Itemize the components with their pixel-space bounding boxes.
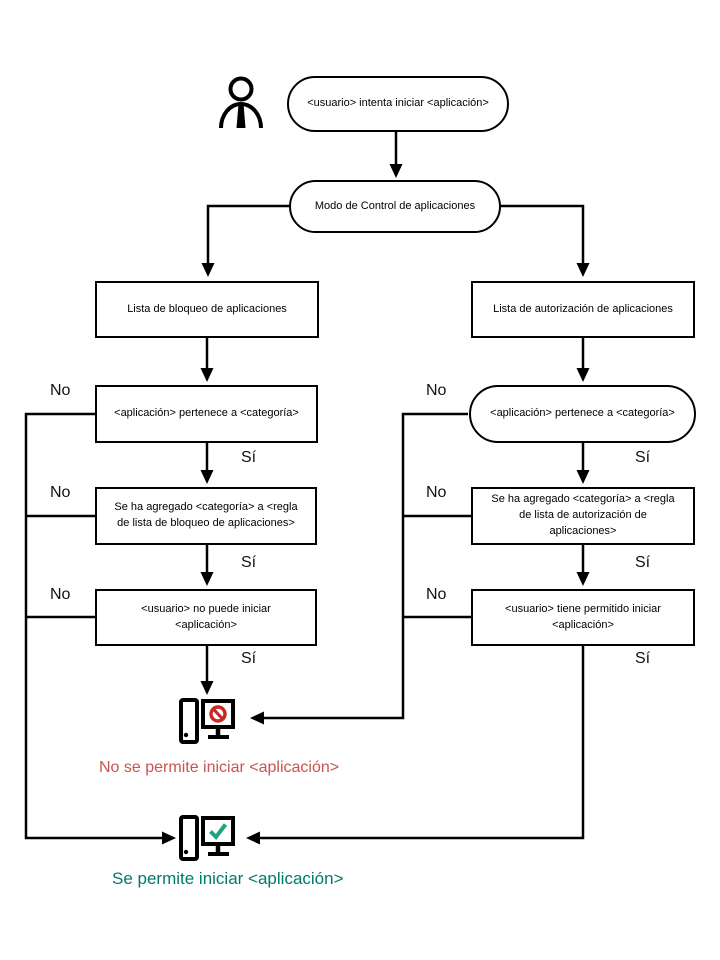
no-label: No: [426, 586, 447, 603]
yes-label: Sí: [241, 650, 257, 667]
mode-node: [289, 180, 501, 233]
computer-blocked-icon: [178, 697, 236, 745]
allowed-outcome-text: Se permite iniciar <aplicación>: [112, 869, 344, 888]
no-label: No: [50, 586, 71, 603]
yes-label: Sí: [635, 554, 651, 571]
allow-rule-node: [471, 487, 695, 545]
yes-label: Sí: [241, 449, 257, 466]
user-icon: [217, 68, 265, 130]
allow-rule-label: Se ha agregado <categoría> a <regla de lista de autorización de aplicaciones>: [491, 493, 675, 537]
no-label: No: [426, 382, 447, 399]
allow-user-label: <usuario> tiene permitido iniciar <aplicación>: [505, 602, 661, 631]
block-rule-label: Se ha agregado <categoría> a <regla de lista de bloqueo de aplicaciones>: [114, 501, 298, 529]
allow-category-node: [469, 385, 696, 443]
no-label: No: [50, 382, 71, 399]
no-label: No: [426, 484, 447, 501]
allow-list-node: [471, 281, 695, 338]
yes-label: Sí: [241, 554, 257, 571]
block-category-node: [95, 385, 318, 443]
block-rule-node: [95, 487, 317, 545]
start-node: [287, 76, 509, 132]
yes-label: Sí: [635, 650, 651, 667]
start-node-label: <usuario> intenta iniciar <aplicación>: [307, 97, 489, 110]
allow-user-node: [471, 589, 695, 646]
yes-label: Sí: [635, 449, 651, 466]
block-list-label: Lista de bloqueo de aplicaciones: [127, 302, 287, 315]
allow-list-label: Lista de autorización de aplicaciones: [493, 302, 673, 315]
computer-allowed-icon: [178, 814, 236, 862]
no-label: No: [50, 484, 71, 501]
block-user-label: <usuario> no puede iniciar <aplicación>: [141, 602, 271, 631]
mode-node-label: Modo de Control de aplicaciones: [314, 199, 476, 212]
denied-outcome-text: No se permite iniciar <aplicación>: [99, 759, 340, 776]
block-list-node: [95, 281, 319, 338]
allow-category-label: <aplicación> pertenece a <categoría>: [490, 407, 675, 420]
block-category-label: <aplicación> pertenece a <categoría>: [114, 407, 299, 420]
block-user-node: [95, 589, 317, 646]
